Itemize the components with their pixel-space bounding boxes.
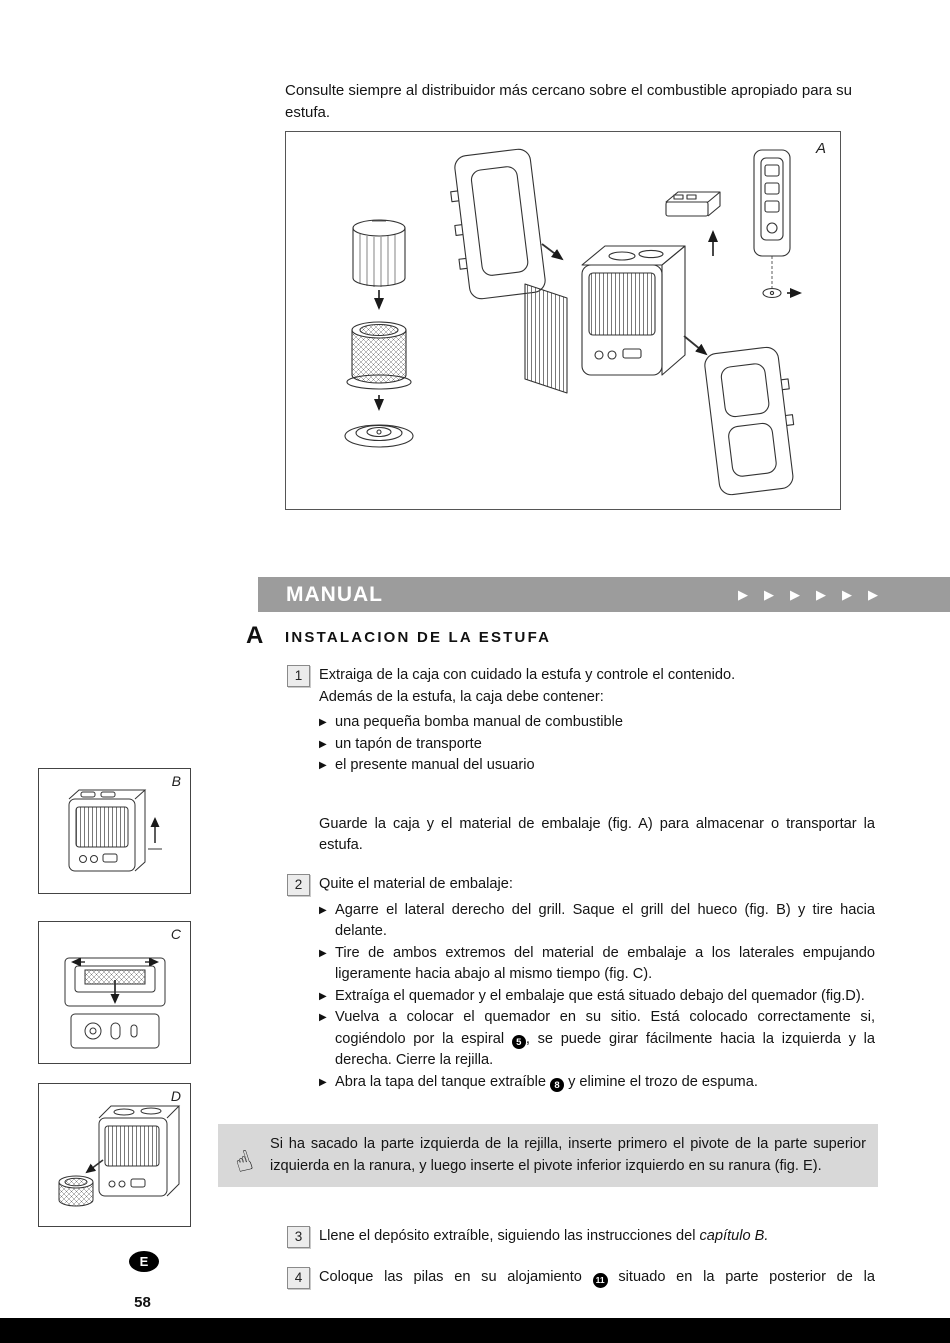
list-item: [319, 734, 875, 756]
step-2: [287, 874, 875, 1093]
section-title: INSTALACION DE LA ESTUFA: [285, 629, 552, 646]
list-item-text: Extraíga el quemador y el embalaje que está situado debajo del quemador (fig.D).: [335, 987, 865, 1004]
banner-arrow-icons: [738, 588, 878, 601]
list-item-text: Tire de ambos extremos del material de embalaje a los laterales empujando ligeramente hacia abajo al mismo tiempo (fig. C).: [335, 944, 875, 982]
step-2-number-box: 2: [287, 874, 310, 896]
figure-d: [38, 1083, 191, 1227]
arrow-right-icon: ▶: [738, 587, 748, 602]
exploded-diagram-figure: [285, 131, 841, 510]
figure-c-illustration: [39, 922, 190, 1063]
step-1-text-line1: Extraiga de la caja con cuidado la estufa y controle el contenido.: [319, 667, 736, 683]
note-box: [218, 1124, 878, 1187]
list-item-text: un tapón de transporte: [335, 735, 482, 752]
figure-c-label: C: [170, 926, 181, 942]
step-2-text: Quite el material de embalaje:: [319, 876, 513, 892]
list-item: [319, 1072, 875, 1094]
bullet-triangle-icon: ▶: [319, 947, 327, 959]
figure-c: [38, 921, 191, 1064]
step-4-number-box: 4: [287, 1267, 310, 1289]
list-item-text: Agarre el lateral derecho del grill. Saque el grill del hueco (fig. B) y tire hacia delante.: [335, 901, 875, 939]
list-item: [319, 986, 875, 1008]
figure-b-label: B: [171, 773, 181, 789]
list-item-text-part: Vuelva a colocar el quemador en su sitio. Está colocado correctamente si, cogiéndolo por la espiral: [335, 1009, 875, 1047]
part-number-8-badge: 8: [550, 1078, 564, 1092]
arrow-right-icon: ▶: [816, 587, 826, 602]
step-4-text-part: situado en la parte posterior de la: [607, 1269, 875, 1285]
figure-d-illustration: [39, 1084, 190, 1225]
step-3-number-box: 3: [287, 1226, 310, 1248]
exploded-diagram-illustration: [286, 132, 840, 509]
step-1-number-box: 1: [287, 665, 310, 687]
step-3-text: Llene el depósito extraíble, siguiendo las instrucciones del: [319, 1228, 700, 1244]
list-item-text: [335, 1007, 875, 1072]
list-item: [319, 755, 875, 777]
step-3: [287, 1226, 875, 1248]
list-item: [319, 900, 875, 943]
list-item: [319, 1007, 875, 1072]
arrow-right-icon: ▶: [842, 587, 852, 602]
list-item-text: una pequeña bomba manual de combustible: [335, 714, 624, 730]
bullet-triangle-icon: ▶: [319, 990, 327, 1002]
list-item: [319, 712, 875, 734]
list-item-text-part: , se puede girar fácilmente hacia la izquierda y la derecha. Cierre la rejilla.: [335, 1030, 875, 1068]
list-item-text-part: Abra la tapa del tanque extraíble: [335, 1073, 551, 1090]
manual-banner: [258, 577, 950, 612]
pointing-hand-icon: ☝: [230, 1144, 257, 1179]
bullet-triangle-icon: ▶: [319, 717, 327, 728]
figure-a-label: A: [815, 140, 826, 157]
arrow-right-icon: ▶: [764, 587, 774, 602]
part-number-11-badge: 11: [593, 1273, 608, 1288]
arrow-right-icon: ▶: [790, 587, 800, 602]
step-1-text-line2: Además de la estufa, la caja debe contener:: [319, 688, 604, 705]
page-number: 58: [127, 1287, 158, 1318]
section-letter: A: [246, 622, 264, 649]
language-badge: E: [129, 1251, 159, 1272]
step-1: [287, 665, 875, 857]
figure-b-illustration: [39, 769, 190, 893]
step-4: [287, 1267, 875, 1289]
note-text: Si ha sacado la parte izquierda de la rejilla, inserte primero el pivote de la parte superior izquierda en la ranura, y luego inserte el pivote inferior izquierdo en su ranura (fig. E).: [270, 1136, 866, 1174]
part-number-5-badge: 5: [512, 1035, 526, 1049]
list-item-text-part: y elimine el trozo de espuma.: [564, 1073, 758, 1090]
bullet-triangle-icon: ▶: [319, 760, 327, 771]
bullet-triangle-icon: ▶: [319, 738, 327, 750]
step-4-text-part: Coloque las pilas en su alojamiento: [319, 1269, 593, 1285]
banner-title: MANUAL: [286, 582, 383, 606]
list-item-text: el presente manual del usuario: [335, 757, 535, 773]
intro-text: Consulte siempre al distribuidor más cercano sobre el combustible apropiado para su estufa.: [285, 82, 852, 121]
storage-note-text: Guarde la caja y el material de embalaje (fig. A) para almacenar o transportar la estufa.: [319, 815, 875, 853]
figure-b: [38, 768, 191, 894]
box-contents-list: [319, 712, 875, 777]
bottom-bar: [0, 1318, 950, 1343]
bullet-triangle-icon: ▶: [319, 1012, 327, 1023]
bullet-triangle-icon: ▶: [319, 1076, 327, 1088]
figure-d-label: D: [170, 1088, 181, 1104]
bullet-triangle-icon: ▶: [319, 904, 327, 916]
list-item: [319, 943, 875, 986]
arrow-right-icon: ▶: [868, 587, 878, 602]
step-3-italic-text: capítulo B.: [699, 1228, 769, 1244]
list-item-text: [335, 1072, 875, 1094]
unpacking-steps-list: [319, 900, 875, 1094]
